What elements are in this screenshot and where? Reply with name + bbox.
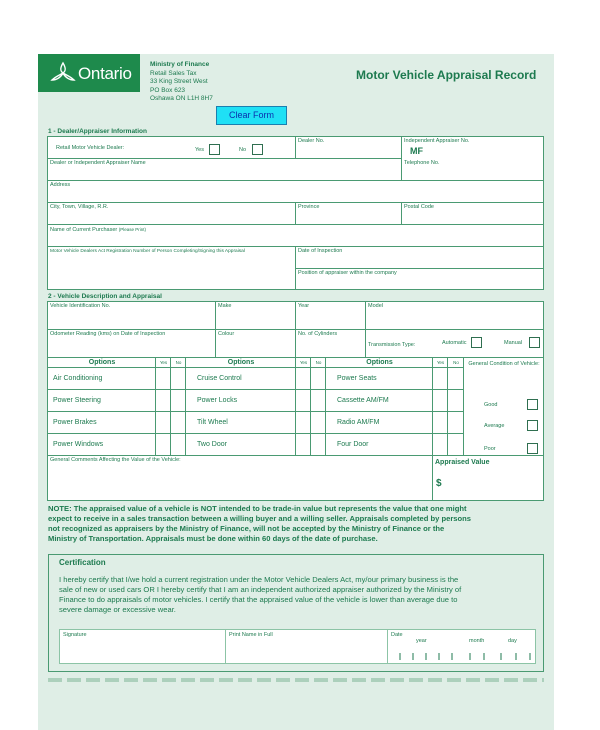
- model-field[interactable]: [366, 302, 543, 330]
- trillium-icon: [50, 61, 76, 85]
- option-yes-box[interactable]: [296, 390, 311, 412]
- ministry-name: Ministry of Finance: [150, 61, 210, 68]
- option-no-box[interactable]: [311, 412, 326, 434]
- date-field[interactable]: [398, 648, 532, 660]
- options-header: Options: [88, 359, 116, 366]
- option-no-box[interactable]: [311, 368, 326, 390]
- appraiser-no-label: Independent Appraiser No.: [404, 138, 470, 144]
- note-line: not recognized as appraisers by the Ministry of Finance, will not be accepted by the Ministry of Finance or the: [48, 524, 445, 533]
- cylinders-label: No. of Cylinders: [298, 331, 338, 337]
- yes-header: Yes: [299, 360, 308, 365]
- option-label: Two Door: [197, 441, 227, 448]
- make-label: Make: [218, 303, 232, 309]
- address-label: Address: [50, 182, 71, 188]
- model-label: Model: [368, 303, 383, 309]
- transmission-label: Transmission Type:: [368, 342, 416, 348]
- note-line: expect to receive in a sales transaction between a willing buyer and a willing seller. Appraisals completed by persons: [48, 514, 472, 523]
- appraised-value-field[interactable]: $: [436, 478, 442, 489]
- dealer-info-grid: [47, 136, 544, 290]
- dealer-no-label: Dealer No.: [298, 138, 325, 144]
- general-condition-label: General Condition of Vehicle:: [468, 361, 540, 367]
- option-yes-box[interactable]: [296, 412, 311, 434]
- option-yes-box[interactable]: [296, 434, 311, 456]
- option-no-box[interactable]: [311, 390, 326, 412]
- option-label: Power Brakes: [53, 419, 97, 426]
- date-year-label: year: [416, 638, 427, 644]
- option-label: Power Windows: [53, 441, 104, 448]
- no-header: No: [175, 360, 182, 365]
- purchaser-hint: (Please Print): [118, 227, 147, 232]
- note-line: Ministry of Transportation. Appraisals must be done within 60 days of the date of purchase.: [48, 534, 378, 543]
- date-inspection-label: Date of Inspection: [298, 248, 343, 254]
- option-label: Radio AM/FM: [337, 419, 380, 426]
- option-yes-box[interactable]: [156, 368, 171, 390]
- option-no-box[interactable]: [171, 412, 186, 434]
- automatic-label: Automatic: [442, 340, 467, 346]
- dealer-no-checkbox[interactable]: [252, 144, 263, 155]
- option-label: Power Seats: [337, 375, 377, 382]
- certification-box: [48, 554, 544, 672]
- option-label: Four Door: [337, 441, 369, 448]
- date-tick-marks: [398, 649, 532, 661]
- option-label: Power Steering: [53, 397, 101, 404]
- purchaser-label-text: Name of Current Purchaser: [50, 227, 118, 233]
- option-no-box[interactable]: [171, 368, 186, 390]
- print-name-label: Print Name in Full: [229, 632, 273, 638]
- condition-good-checkbox[interactable]: [527, 399, 538, 410]
- option-no-box[interactable]: [448, 434, 464, 456]
- note-line: NOTE: The appraised value of a vehicle is NOT intended to be trade-in value but represents the value that one might: [48, 504, 467, 513]
- odometer-label: Odometer Reading (kms) on Date of Inspection: [50, 331, 166, 337]
- manual-checkbox[interactable]: [529, 337, 540, 348]
- cert-line: I hereby certify that I/we hold a current registration under the Motor Vehicle Dealers Act, my/our primary business is the: [59, 575, 459, 584]
- options-header: Options: [227, 359, 255, 366]
- position-label: Position of appraiser within the company: [298, 270, 397, 276]
- condition-label: Average: [484, 423, 505, 429]
- date-label: Date: [391, 632, 403, 638]
- city-label: City, Town, Village, R.R.: [50, 204, 109, 210]
- clear-form-button[interactable]: Clear Form: [216, 106, 287, 125]
- option-no-box[interactable]: [448, 412, 464, 434]
- retail-dealer-label: Retail Motor Vehicle Dealer:: [56, 145, 125, 151]
- purchaser-label: [50, 226, 146, 234]
- disclaimer-note: [48, 504, 548, 544]
- certification-title: Certification: [59, 558, 106, 567]
- cert-line: Finance to do appraisals of motor vehicles. I certify that the appraised value of the vehicle is lower than average due to: [59, 595, 458, 604]
- option-yes-box[interactable]: [156, 390, 171, 412]
- vin-label: Vehicle Identification No.: [50, 303, 111, 309]
- no-header: No: [453, 360, 459, 365]
- option-yes-box[interactable]: [156, 412, 171, 434]
- option-label: Cassette AM/FM: [337, 397, 389, 404]
- option-label: Cruise Control: [197, 375, 242, 382]
- address-line: Oshawa ON L1H 8H7: [150, 95, 213, 102]
- address-line: PO Box 623: [150, 86, 186, 94]
- ministry-address: [150, 61, 213, 104]
- option-no-box[interactable]: [311, 434, 326, 456]
- options-header: Options: [366, 359, 393, 366]
- signature-row: [59, 629, 536, 664]
- option-yes-box[interactable]: [156, 434, 171, 456]
- option-yes-box[interactable]: [296, 368, 311, 390]
- condition-label: Poor: [484, 446, 496, 452]
- section1-title: 1 - Dealer/Appraiser Information: [48, 128, 147, 135]
- yes-header: Yes: [436, 360, 445, 365]
- option-no-box[interactable]: [171, 390, 186, 412]
- telephone-label: Telephone No.: [404, 160, 440, 166]
- province-label: Province: [298, 204, 320, 210]
- form-title: Motor Vehicle Appraisal Record: [356, 68, 537, 82]
- brand-name: Ontario: [78, 64, 132, 83]
- manual-label: Manual: [504, 340, 523, 346]
- condition-average-checkbox[interactable]: [527, 420, 538, 431]
- registration-label: Motor Vehicle Dealers Act Registration Number of Person Completing/Signing this Appraisal: [50, 249, 245, 254]
- vehicle-grid: [47, 301, 544, 501]
- automatic-checkbox[interactable]: [471, 337, 482, 348]
- option-no-box[interactable]: [171, 434, 186, 456]
- section2-title: 2 - Vehicle Description and Appraisal: [48, 293, 162, 300]
- address-line: Retail Sales Tax: [150, 69, 197, 77]
- appraised-value-label: Appraised Value: [435, 459, 490, 466]
- condition-label: Good: [484, 402, 498, 408]
- option-yes-box[interactable]: [433, 434, 448, 456]
- option-label: Air Conditioning: [53, 375, 103, 382]
- dealer-yes-checkbox[interactable]: [209, 144, 220, 155]
- no-label: No: [239, 147, 247, 153]
- option-label: Tilt Wheel: [197, 419, 228, 426]
- cert-line: severe damage or excessive wear.: [59, 605, 176, 614]
- option-yes-box[interactable]: [433, 368, 448, 390]
- address-field[interactable]: [48, 181, 543, 203]
- option-no-box[interactable]: [448, 368, 464, 390]
- certification-text: [59, 575, 543, 615]
- form-page: [38, 54, 554, 730]
- ontario-logo: [38, 54, 140, 92]
- year-label: Year: [298, 303, 310, 309]
- appraiser-no-field[interactable]: MF: [410, 146, 423, 156]
- option-label: Power Locks: [197, 397, 238, 404]
- name-label: Dealer or Independent Appraiser Name: [50, 160, 146, 166]
- cert-line: sale of new or used cars OR I hereby certify that I am an independent authorized appraiser authorized by the Ministry of: [59, 585, 462, 594]
- comments-label: General Comments Affecting the Value of the Vehicle:: [50, 457, 181, 463]
- yes-label: Yes: [195, 147, 204, 153]
- cropped-text-line: [48, 678, 544, 682]
- date-day-label: day: [508, 638, 517, 644]
- colour-label: Colour: [218, 331, 235, 337]
- address-line: 33 King Street West: [150, 78, 208, 85]
- option-yes-box[interactable]: [433, 390, 448, 412]
- signature-label: Signature: [63, 632, 87, 638]
- date-month-label: month: [469, 638, 485, 644]
- yes-header: Yes: [159, 360, 168, 365]
- option-no-box[interactable]: [448, 390, 464, 412]
- condition-poor-checkbox[interactable]: [527, 443, 538, 454]
- postal-code-label: Postal Code: [404, 204, 434, 210]
- no-header: No: [315, 360, 322, 365]
- option-yes-box[interactable]: [433, 412, 448, 434]
